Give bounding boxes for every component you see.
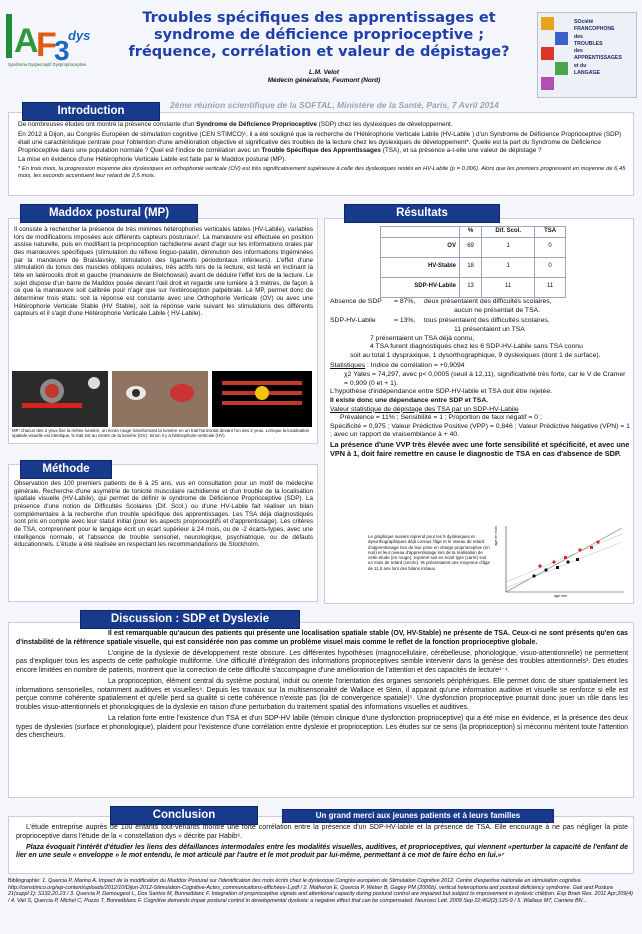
valeur-label: Valeur statistique de dépistage des TSA par un SDP-HV-Labile <box>330 405 519 413</box>
discussion-p4: La relation forte entre l'existence d'un TSA et d'un SDP-HV labile (témoin clinique d'une dysfonction proprioceptive) qui a été mise en évidence, et la présence des deux types de dyslexies (surface et phonologique), plaident pour l'existence d'une corrélation entre dyslexie et proprioception. Les études sur ce sens (la proprioception) si méconnu méritent toute l'attention des chercheurs. <box>16 714 628 740</box>
methode-heading: Méthode <box>20 460 112 479</box>
maddox-text: Il consiste à rechercher la présence de très minimes hétérophories verticales labiles (HV-Labile), variables lors de modifications imposées aux différents capteurs posturaux². La manœuvre est effectuée en position assise naturelle, puis en modifiant la proprioception rachidienne avant d'agir sur les informations orales par des manœuvres spécifiques (stimulation du réflexe linguo-palatin, diminution des informations trigéminées par la manœuvre de Braislavsky, stimulation des ligaments périodontaux inférieurs). L'effet d'une stimulation du tonus des muscles obliques oculaires, très actifs lors de la lecture, est testé en inclinant la tête en latérocolis droit et gauche (manœuvre de Bielchowski) avant de déduire l'effet lors de la lecture. Le sujet dispose d'un barre de Maddox posée devant l'œil droit et regarde une lumière à 3 mètres, de façon à ce que la manœuvre soit calibrée pour n'agir que sur l'extéroception palpébrale. Le MP, permet donc de déterminer trois états: soit la réponse est constante avec une Orthophorie Verticale (OV) ou avec une Hétérophorie Verticale Stable (HV Stable), soit la réponse varie suivant les stimulations des différents capteurs et il s'agit d'une Hétérophorie Verticale Labile ( HV-Labile). <box>14 226 313 318</box>
graph-note: Le graphique suivant reprend pour les 9 dyslexiques et dysorthographiques déjà connus l'âge et le niveau de retard d'apprentissage lors de leur prise en charge proprioceptive (en noir) et leur niveau d'apprentissage lors de la réalisation de cette étude (en rouge), exprimé soit en écart type (carré) soit en mois de retard (cercle). Ils présentaient une moyenne d'âge de 11,5 ans lors des bilans initiaux. <box>368 534 490 571</box>
maddox-photos-graphic <box>12 371 312 427</box>
hypothesis-line: L'hypothèse d'indépendance entre SDP-HV-labile et TSA doit être rejetée. <box>330 388 553 396</box>
results-conclusion: La présence d'une VVP très élevée avec une forte sensibilité et spécificité, et avec une VPN à 1, doit faire remettre en cause le diagnostic de TSA en cas d'absence de SDP. <box>330 440 630 459</box>
bibliography <box>8 878 634 930</box>
table-header: Dif. Scol. <box>482 227 535 238</box>
maddox-photos <box>12 371 312 427</box>
title-line-2: syndrome de déficience proprioceptive ; <box>153 27 485 43</box>
graph-ylabel: âge en mois <box>494 526 498 546</box>
svg-text:A: A <box>14 22 39 60</box>
discussion-text <box>16 630 628 743</box>
discussion-heading: Discussion : SDP et Dyslexie <box>80 610 300 629</box>
results-text: Absence de SDP = 87%, deux présentaient des difficultés scolaires, aucun ne présentait de TSA. SDP-HV-Labile = 13%, tous présentaient des difficultés scolaires, 11 présentaient un TSA 7 présentaient un TSA déjà connu, 4 TSA furent diagnostiqués chez les 6 SDP-HV-Labile sans TSA connu soit au total 1 dyspraxique, 1 dysorthographique, 9 dyslexiques (dont 1 de surface). Statistiques : Indice de corrélation = +0,9094 χ2 Yates = 74,297, avec p< 0,0005 (seuil à 12,11), significativité très forte, car le V de Cramer = 0,909 (0 et + 1). L'hypothèse d'indépendance entre SDP-HV-labile et TSA doit être rejetée. Il existe donc une dépendance entre SDP et TSA. Valeur statistique de dépistage des TSA par un SDP-HV-Labile Prévalence = 11% ; Sensibilité = 1 ; Proportion de faux négatif = 0 ; Spécificité = 0,975 ; Valeur Prédictive Positive (VPP) = 0,846 ; Valeur Prédictive Négative (VPN) = 1 ; avec un rapport de vraisemblance à + 40. La présence d'une VVP très élevée avec une forte sensibilité et spécificité, et avec une VPN à 1, doit faire remettre en cause le diagnostic de TSA en cas d'absence de SDP. <box>330 298 630 459</box>
results-graph-graphic <box>494 522 628 602</box>
svg-text:F: F <box>36 26 57 64</box>
chi-square-line: χ2 Yates = 74,297, avec p< 0,0005 (seuil à 12,11), significativité très forte, car le V de Cramer = 0,909 (0 et + 1). <box>344 371 626 387</box>
conclusion-p1: L'étude entreprise auprès de 100 enfants tout-venants montre une forte corrélation entre la présence d'un SDP-HV-labile et la présence de TSA. Elle encourage à ne pas négliger la piste proprioceptive dans l'étude de la « constellation dys » décrite par Habib⁶. <box>16 824 628 840</box>
conclusion-p2: Plaza évoquait l'intérêt d'étudier les liens des défaillances intermodales entre les modalités visuelles, auditives, et proprioceptives, qui viennent «perturber la capacité de l'enfant de lier en une seule « enveloppe » le mot entendu, le mot articulé par l'autre et le mot produit par lui-même, permettant à ce mot de faire écho en lui.»⁷ <box>16 843 628 860</box>
results-graph <box>494 522 628 602</box>
table-header: TSA <box>535 227 566 238</box>
bibliography-text: 1. Quercia P, Marino A. Impact de la modification du Maddox Postural sur l'identification des mots écrits chez le dyslexique.Congrès européen de Stimulation Cognitive 2012. Centre d'expertise nationale en stimulation cognitive. http://censtimco.org/wp-content/uploads/2012/10/Dijon-2012-Stimulation-Cognitive-Actes_communications-affichées-1.pdf / 2. Matheron E, Quercia P, Weber B, Gagey PM (2006b). vertical heterophoria and postural deficiency syndrome. Gait and Posture 21(suppl 1): S132,20.23 / 3. Quercia P, Demougeot L, Dos Santos M, Bonnetblanc F. Integration of proprioceptive signals and attentional capacity during postural control are impaired but subject to improvement in dyslexic children. Exp Brain Res. 2011 Apr;209(4) / 4. Viel S, Quercia P, Michel C, Pozzo T, Bonnetblanc F. Cognitive demands impair postural control in developmental dyslexia: a negative effect that can be compensated. Neurosci Lett. 2009 Sep 22;462(2):125-9 / 5. Wallace MT, Carriere BN... <box>8 878 633 904</box>
discussion-p2: L'origine de la dyslexie de développement reste obscure. Les différentes hypothèses (magnocellulaire, cérébelleuse, phonologique, visuo-attentionnelle) ne permettent pas d'expliquer tous les aspects de cette pathologie multiforme. Une difficulté d'intégration des informations proprioceptives semble intervenir dans la genèse des troubles attentionnels³. Des études encore limitées en nombre de patients, montrent que la correction de cette difficulté s'accompagne d'une amélioration de l'attention et des capacités de lecture¹⁻⁴. <box>16 649 628 675</box>
softal-logo <box>537 12 637 98</box>
statistics-line: Statistiques : Indice de corrélation = +0,9094 <box>330 362 465 370</box>
svg-text:3: 3 <box>54 35 70 66</box>
af3dys-logo <box>4 10 96 74</box>
softal-text: SOciété FRANCOPHONE des TROUBLES des APPRENTISSAGES et du LANGAGE <box>574 19 622 77</box>
discussion-p3: La proprioception, élément central du système postural, induit ou oriente l'orientation des organes sensoriels périphériques. Elle permet donc de situer spatialement les informations sensorielles, notamment auditives et visuelles⁴. Depuis les travaux sur la multisensorialité de Wallace et Stein, il apparait qu'une information auditive et visuelle se renforce si elle est perçue comme cohérente spatialement et qu'elle perd sa qualité si cette cohérence n'existe pas (loi de convergence spatiale)⁵. Une dysfonction proprioceptive pourrait donc jouer un rôle dans les troubles visuo-attentionnels et phonologiques de la dyslexie en raison d'une perturbation du traitement spatial des informations visuelles et auditives. <box>16 677 628 712</box>
conclusion-heading: Conclusion <box>110 806 258 825</box>
maddox-heading: Maddox postural (MP) <box>20 204 198 223</box>
bibliography-label: Bibliographie: <box>8 878 41 884</box>
poster-title <box>104 10 534 61</box>
maddox-caption: MP: chacun des 2 yeux fixe la même lumière, un écran rouge transformant la lumière en un trait horizontal devant l'un des 2 yeux. Lorsque la localisation spatiale visuelle est identique, le trait est au centre de la lumière (OV). Sinon il y a hétérophorie verticale (HV) <box>12 428 310 439</box>
svg-text:dys: dys <box>68 28 91 43</box>
conference-line: 2ème réunion scientifique de la SOFTAL, Ministère de la Santé, Paris, 7 Avril 2014 <box>170 100 499 110</box>
absence-row: Absence de SDP = 87%, deux présentaient des difficultés scolaires, <box>330 298 552 305</box>
thanks-banner: Un grand merci aux jeunes patients et à leurs familles <box>282 809 554 823</box>
graph-xlabel: âge réel <box>554 594 567 598</box>
af3dys-caption: Syndrome Dysperceptif Dysproprioceptive <box>8 62 87 67</box>
table-row: HV-Stable 18 1 0 <box>381 257 566 277</box>
intro-text <box>18 121 626 182</box>
valeur-line-2: Spécificité = 0,975 ; Valeur Prédictive Positive (VPP) = 0,846 ; Valeur Prédictive Négative (VPN) = 1 ; avec un rapport de vraisemblance à + 40. <box>330 422 630 439</box>
author-block <box>214 69 434 85</box>
table-header-row <box>381 227 566 238</box>
results-table <box>380 226 566 298</box>
title-line-1: Troubles spécifiques des apprentissages et <box>142 10 496 26</box>
resultats-heading: Résultats <box>344 204 500 223</box>
table-row: SDP-HV-Labile 13 11 11 <box>381 277 566 297</box>
author-name: L.M. Velot <box>309 69 339 76</box>
discussion-p1: Il est remarquable qu'aucun des patients qui présente une localisation spatiale stable (OV, HV-Stable) ne présente de TSA. Ceux-ci ne sont présents qu'en cas d'instabilité de la référence spatiale visuelle, qui est considérée non pas comme un problème visuel mais comme le reflet de la fonction proprioceptive globale. <box>16 630 628 646</box>
table-row: OV 69 1 0 <box>381 237 566 257</box>
conclusion-text <box>16 824 628 863</box>
title-line-3: fréquence, corrélation et valeur de dépistage? <box>128 44 510 60</box>
intro-footnote: * En trois mois, la progression moyenne des dyslexiques en orthophonie verticale (OV) est très significativement supérieure à celle des dyslexiques restés en HV-Labile (p = 0,006). Alors que les premiers progressent en moyenne de 6,45 mois, les seconds accentuent leur retard de 2,5 mois. <box>18 166 626 180</box>
methode-text: Observation des 100 premiers patients de 6 à 25 ans, vus en consultation pour un motif de médecine générale. Recherche d'une asymétrie de tonicité musculaire rachidienne et d'un trouble de la localisation spatiale visuelle (HV-Labile), qui permet de définir le syndrome de Déficience Proprioceptive (SDP). La présence d'une notion de Difficultés Scolaires (Dif. Scol.) ou d'une HV-Labile fait réaliser un bilan complémentaire à la recherche d'un trouble spécifique des apprentissages. Les TSA déjà diagnostiqués sont pris en compte avec leur statut initial (pour les aspects proprioceptifs et d'apprentissage). Les critères de TSA, comprennent pour le langage écrit un écart supérieur à 24 mois, ou de -2 écarts-types, avec une intelligence normale, et l'absence de trouble sensoriel, neurologique, psychiatrique, ou de défauts éducationnels. L'étude a été réalisée en respectant les recommandations de Stockholm. <box>14 480 313 549</box>
table-header: % <box>459 227 481 238</box>
intro-p2: En 2012 à Dijon, au Congrès Européen de stimulation cognitive (CEN STIMCO)¹, il a été souligné que la recherche de l'Hétérophorie Verticale Labile (HV-Labile ) d'un Syndrome de Déficience Proprioceptive (SDP) était une caractéristique centrale pour l'obtention d'une amélioration objective et significative des troubles de la lecture chez les dyslexiques de développement*. Quelle est la part du Syndrome de Déficience Proprioceptive dans une population normale ? Quel est l'indice de corrélation avec un Trouble Spécifique des Apprentissages (TSA), et sa présence a-t-elle une valeur de dépistage ? <box>18 131 622 154</box>
intro-p1: De nombreuses études ont montré la présence constante d'un Syndrome de Déficience Proprioceptive (SDP) chez les dyslexiques de développement. <box>18 121 453 128</box>
intro-heading: Introduction <box>22 102 160 121</box>
softal-letter-blocks <box>541 17 571 93</box>
intro-p3: La mise en évidence d'une Hétérophorie Verticale Labile est faite par le Maddox postural (MP). <box>18 156 287 163</box>
valeur-line-1: Prévalence = 11% ; Sensibilité = 1 ; Proportion de faux négatif = 0 ; <box>340 414 542 422</box>
table-header <box>381 227 460 238</box>
dependance-line: Il existe donc une dépendance entre SDP et TSA. <box>330 396 489 404</box>
sdp-row: SDP-HV-Labile = 13%, tous présentaient des difficultés scolaires, <box>330 317 550 325</box>
author-affiliation: Médecin généraliste, Feumont (Nord) <box>267 77 381 84</box>
